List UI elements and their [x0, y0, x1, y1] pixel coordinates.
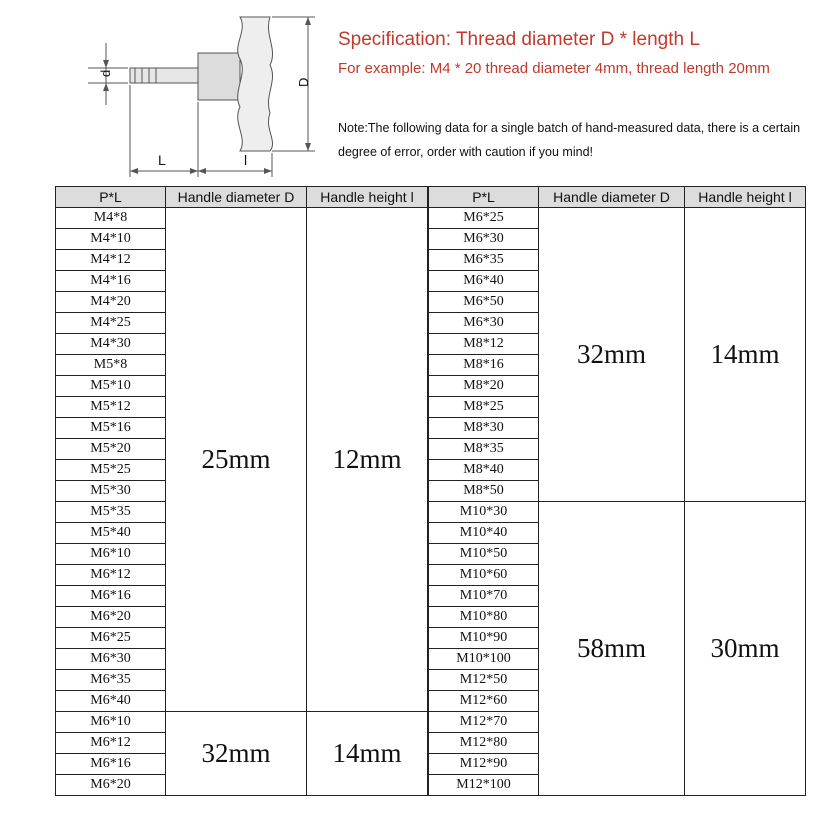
size-cell: M6*50 [429, 292, 539, 313]
header-handle-diameter: Handle diameter D [539, 187, 685, 208]
size-cell: M6*12 [56, 733, 166, 754]
size-cell: M12*80 [429, 733, 539, 754]
size-cell: M4*25 [56, 313, 166, 334]
size-cell: M10*50 [429, 544, 539, 565]
knob-dimension-diagram [80, 5, 325, 185]
size-cell: M8*30 [429, 418, 539, 439]
size-cell: M6*25 [56, 628, 166, 649]
diagram-label-D: D [296, 77, 311, 87]
size-cell: M8*12 [429, 334, 539, 355]
table-row [429, 208, 806, 229]
handle-diameter-value: 58mm [539, 502, 685, 796]
handle-height-value: 14mm [685, 208, 806, 502]
table-header-row [56, 187, 428, 208]
handle-diameter-value: 32mm [166, 712, 307, 796]
size-cell: M6*20 [56, 775, 166, 796]
size-cell: M6*16 [56, 586, 166, 607]
size-cell: M10*40 [429, 523, 539, 544]
size-cell: M8*40 [429, 460, 539, 481]
size-cell: M6*35 [56, 670, 166, 691]
size-cell: M5*25 [56, 460, 166, 481]
size-table-right [428, 186, 806, 796]
size-cell: M12*60 [429, 691, 539, 712]
size-cell: M4*10 [56, 229, 166, 250]
header-handle-height: Handle height l [307, 187, 428, 208]
size-cell: M10*70 [429, 586, 539, 607]
header-pl: P*L [56, 187, 166, 208]
header-pl: P*L [429, 187, 539, 208]
size-cell: M6*10 [56, 712, 166, 733]
size-cell: M8*35 [429, 439, 539, 460]
handle-diameter-value: 32mm [539, 208, 685, 502]
size-cell: M10*90 [429, 628, 539, 649]
handle-height-value: 30mm [685, 502, 806, 796]
size-cell: M4*20 [56, 292, 166, 313]
size-cell: M6*12 [56, 565, 166, 586]
size-cell: M5*10 [56, 376, 166, 397]
size-cell: M6*35 [429, 250, 539, 271]
size-cell: M6*10 [56, 544, 166, 565]
size-cell: M8*20 [429, 376, 539, 397]
size-cell: M6*16 [56, 754, 166, 775]
spec-example: For example: M4 * 20 thread diameter 4mm, thread length 20mm [338, 60, 770, 77]
size-table-left [55, 186, 428, 796]
diagram-label-d: d [98, 69, 113, 77]
size-cell: M10*100 [429, 649, 539, 670]
size-cell: M12*70 [429, 712, 539, 733]
size-cell: M4*30 [56, 334, 166, 355]
diagram-label-l: l [244, 152, 248, 168]
size-cell: M6*30 [429, 313, 539, 334]
header-handle-height: Handle height l [685, 187, 806, 208]
measurement-note: Note:The following data for a single batch of hand-measured data, there is a certain degree of error, order with caution if you mind! [338, 121, 801, 159]
size-cell: M10*80 [429, 607, 539, 628]
handle-diameter-value: 25mm [166, 208, 307, 712]
size-cell: M5*30 [56, 481, 166, 502]
size-cell: M8*25 [429, 397, 539, 418]
size-cell: M12*50 [429, 670, 539, 691]
size-cell: M4*16 [56, 271, 166, 292]
size-cell: M6*30 [429, 229, 539, 250]
size-cell: M10*30 [429, 502, 539, 523]
size-cell: M5*16 [56, 418, 166, 439]
size-cell: M12*90 [429, 754, 539, 775]
size-cell: M6*25 [429, 208, 539, 229]
size-cell: M4*12 [56, 250, 166, 271]
size-cell: M6*20 [56, 607, 166, 628]
table-row [429, 502, 806, 523]
size-cell: M5*20 [56, 439, 166, 460]
table-row [56, 712, 428, 733]
size-cell: M12*100 [429, 775, 539, 796]
size-cell: M6*30 [56, 649, 166, 670]
size-cell: M5*35 [56, 502, 166, 523]
size-cell: M8*50 [429, 481, 539, 502]
handle-height-value: 14mm [307, 712, 428, 796]
diagram-label-L: L [158, 152, 166, 168]
size-cell: M10*60 [429, 565, 539, 586]
size-cell: M4*8 [56, 208, 166, 229]
size-cell: M5*40 [56, 523, 166, 544]
size-cell: M6*40 [56, 691, 166, 712]
handle-height-value: 12mm [307, 208, 428, 712]
spec-title: Specification: Thread diameter D * length L [338, 29, 700, 50]
header-handle-diameter: Handle diameter D [166, 187, 307, 208]
size-cell: M5*12 [56, 397, 166, 418]
size-cell: M8*16 [429, 355, 539, 376]
table-header-row [429, 187, 806, 208]
size-cell: M5*8 [56, 355, 166, 376]
table-row [56, 208, 428, 229]
size-cell: M6*40 [429, 271, 539, 292]
